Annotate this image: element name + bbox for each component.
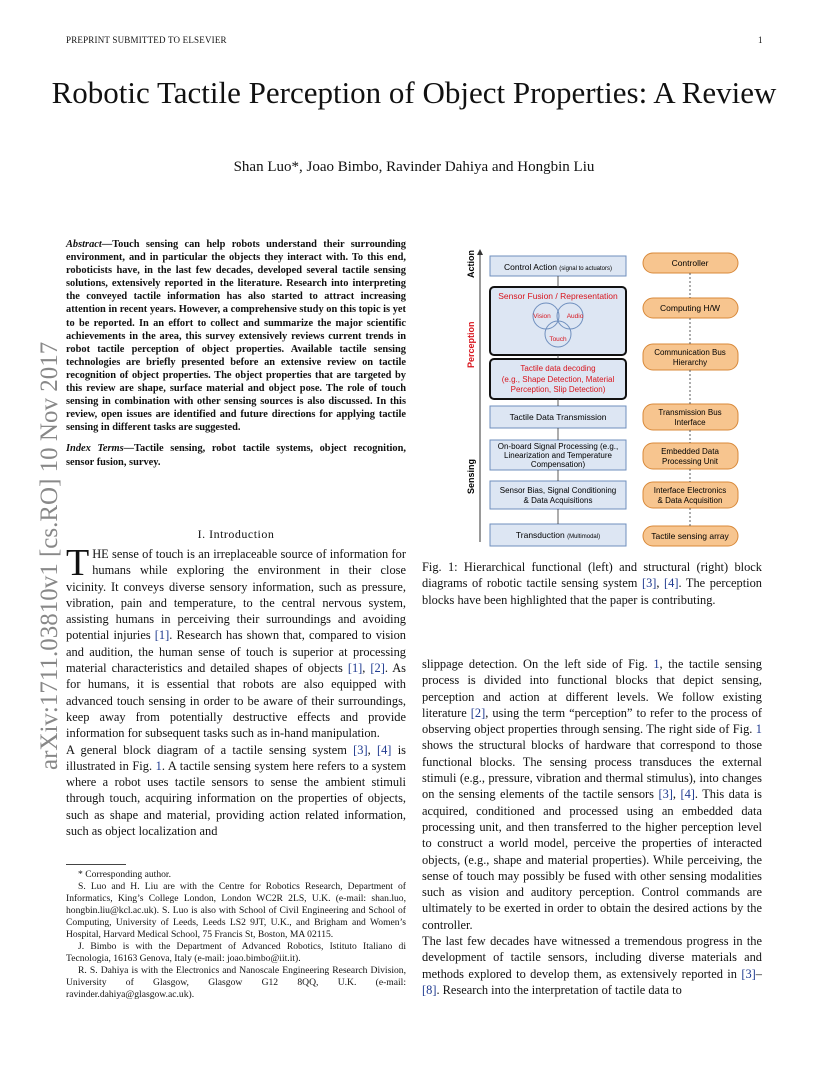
block-label: Processing Unit bbox=[661, 457, 719, 466]
block-label: Transduction bbox=[515, 530, 565, 540]
citation-link[interactable]: [4] bbox=[376, 742, 392, 757]
abstract-text: —Touch sensing can help robots understand their surrounding environment, and in particular the objects they interact with. To this end, roboticists have, in the last few decades, developed several tactile sensing solutions, extensively reported in the literature. Research into interpreting the conveyed tactile information has also started to attract increasing attention in recent years. However, a comprehensive study on this topic is yet to be reported. In an effort to collect and summarize the major scientific achievements in the area, this survey extensively reviews current trends in robot tactile perception of object properties. Available tactile sensing technologies are briefly presented before an extensive review on tactile recognition of object properties. The object properties that are targeted by this review are shape, surface material and object pose. The role of touch sensing in combination with other sensing sources is also discussed. In this review, open issues are identified and future directions for applying tactile sensing in different tasks are suggested. bbox=[66, 239, 406, 434]
axis-label-sensing: Sensing bbox=[466, 458, 476, 494]
axis-label-perception: Perception bbox=[466, 321, 476, 368]
footnote: * Corresponding author. bbox=[78, 869, 171, 880]
citation-link[interactable]: [3] bbox=[641, 576, 657, 591]
citation-link[interactable]: [1] bbox=[347, 661, 363, 676]
citation-link[interactable]: [3] bbox=[353, 742, 368, 757]
block-label: Hierarchy bbox=[672, 358, 708, 367]
footnote-rule bbox=[66, 864, 126, 865]
index-terms-label: Index Terms bbox=[66, 443, 124, 455]
footnotes bbox=[66, 869, 406, 1001]
block-label: Computing H/W bbox=[660, 303, 720, 313]
intro-column-2 bbox=[422, 656, 762, 998]
footnote: S. Luo and H. Liu are with the Centre for Robotics Research, Department of Informatics, King’s College London, London WC2R 2LS, U.K. (e-mail: shan.luo, hongbin.liu@kcl.ac.uk). S. Luo is also with School of Civil Engineering and School of Computing, University of Leeds, Leeds LS2 9JT, U.K., and Brigham and Women’s Hospital, Harvard Medical School, 75 Francis St, Boston, MA 02115. bbox=[66, 881, 406, 940]
block-label: Sensor Bias, Signal Conditioning bbox=[499, 486, 617, 495]
venn-label: Vision bbox=[533, 313, 551, 320]
block-label: On-board Signal Processing (e.g., bbox=[497, 442, 619, 451]
citation-link[interactable]: [8] bbox=[422, 982, 437, 997]
venn-label: Touch bbox=[549, 336, 567, 343]
figure-link[interactable]: 1 bbox=[653, 657, 660, 671]
functional-blocks bbox=[490, 256, 626, 546]
citation-link[interactable]: [4] bbox=[664, 576, 679, 591]
citation-link[interactable]: [3] bbox=[741, 966, 756, 981]
running-header: PREPRINT SUBMITTED TO ELSEVIER bbox=[66, 35, 227, 45]
block-label: Embedded Data bbox=[661, 447, 719, 456]
figure-1-diagram bbox=[460, 248, 770, 552]
block-label: Tactile sensing array bbox=[651, 531, 729, 541]
figure-link[interactable]: 1 bbox=[155, 758, 162, 773]
block-label: & Data Acquisitions bbox=[523, 496, 593, 505]
structural-blocks bbox=[643, 253, 738, 546]
block-sublabel: (Multimodal) bbox=[567, 534, 601, 540]
block-label: Linearization and Temperature bbox=[504, 451, 612, 460]
block-label: Transmission Bus bbox=[658, 408, 722, 417]
block-label: & Data Acquisition bbox=[657, 496, 723, 505]
abstract-label: Abstract bbox=[66, 239, 102, 250]
figure-link[interactable]: 1 bbox=[755, 722, 762, 737]
body-paragraph: slippage detection. On the left side of Fig. 1, the tactile sensing process is divided into functional blocks that depict sensing, perception and action at different levels. We follow existing literature [2], using the term “perception” to refer to the process of observing object properties through sensing. The right side of Fig. 1 shows the structural blocks of hardware that correspond to those functional blocks. The sensing process transduces the external stimuli (e.g., pressure, vibration and thermal stimulus), into changes on the sensing elements of the tactile sensors [3], [4]. This data is acquired, conditioned and processed using an embedded data processing unit, and then transferred to the higher perception level to construct a world model, perceive the properties of interacted objects, (e.g., shape and material properties). While perceiving, the sense of touch may possibly be fused with other sensing modalities such as vision and auditory perception. Control commands are ultimately to be exerted in order to obtain the desired actions by the controller. bbox=[422, 657, 762, 932]
figure-caption: Fig. 1: Hierarchical functional (left) and structural (right) block diagrams of robotic tactile sensing system [3], [4]. The perception blocks have been highlighted that the paper is contributing. bbox=[422, 560, 762, 607]
intro-column-1 bbox=[66, 542, 406, 839]
index-terms bbox=[66, 442, 406, 468]
block-sublabel: (signal to actuators) bbox=[559, 266, 612, 272]
block-label: Tactile data decoding bbox=[520, 364, 596, 373]
block-label: Interface bbox=[674, 418, 706, 427]
arxiv-id: arXiv:1711.03810v1 [cs.RO] 10 Nov 2017 bbox=[36, 341, 63, 770]
block-label: Interface Electronics bbox=[653, 486, 727, 495]
body-paragraph: The last few decades have witnessed a tremendous progress in the development of tactile sensors, including diverse materials and methods explored to develop them, as extensively reported in [3]–[8]. Research into the interpretation of tactile data to bbox=[422, 934, 762, 997]
block-label: Communication Bus bbox=[654, 348, 726, 357]
footnote: J. Bimbo is with the Department of Advanced Robotics, Istituto Italiano di Tecnologia, 16163 Genova, Italy (e-mail: joao.bimbo@iit.it). bbox=[66, 941, 406, 964]
block-label: Controller bbox=[671, 258, 709, 268]
intro-paragraph-1: THE sense of touch is an irreplaceable source of information for humans while exploring the environment in their close vicinity. It conveys diverse sensory information, such as pressure, vibration, pain and temperature, to the central nervous system, assisting humans in perceiving their surroundings and avoiding potential injuries [1]. Research has shown that, compared to vision and audition, the human sense of touch is superior at processing material characteristics and detailed shapes of objects [1], [2]. As for humans, it is essential that robots are also equipped with advanced touch sensing in order to be aware of their surroundings, keep away from potentially destructive effects and provide information for subsequent tasks such as in-hand manipulation. bbox=[66, 542, 406, 741]
block-label: (e.g., Shape Detection, Material bbox=[501, 375, 615, 384]
block-label: Perception, Slip Detection) bbox=[510, 385, 606, 394]
citation-link[interactable]: [1] bbox=[154, 628, 170, 643]
section-heading: I. Introduction bbox=[197, 527, 275, 541]
block-label: Sensor Fusion / Representation bbox=[498, 291, 618, 301]
venn-label: Audio bbox=[566, 313, 584, 320]
citation-link[interactable]: [2] bbox=[370, 661, 385, 676]
author-list: Shan Luo*, Joao Bimbo, Ravinder Dahiya and Hongbin Liu bbox=[233, 159, 595, 175]
arxiv-stamp bbox=[16, 300, 63, 770]
index-terms-text: —Tactile sensing, robot tactile systems, object recognition, sensor fusion, survey. bbox=[66, 443, 406, 468]
paper-title: Robotic Tactile Perception of Object Properties: A Review bbox=[51, 75, 777, 110]
block-label: Compensation) bbox=[530, 460, 586, 469]
dropcap: T bbox=[66, 542, 90, 584]
axis-label-action: Action bbox=[466, 250, 476, 278]
citation-link[interactable]: [3] bbox=[658, 787, 673, 802]
footnote: R. S. Dahiya is with the Electronics and Nanoscale Engineering Research Division, University of Glasgow, Glasgow G12 8QQ, U.K. (e-mail: ravinder.dahiya@glasgow.ac.uk). bbox=[66, 965, 406, 1000]
block-label: Tactile Data Transmission bbox=[509, 412, 607, 422]
block-label: Control Action bbox=[504, 262, 557, 272]
abstract bbox=[66, 238, 406, 469]
citation-link[interactable]: [4] bbox=[680, 787, 695, 802]
intro-paragraph-2: A general block diagram of a tactile sensing system [3], [4] is illustrated in Fig. 1. A tactile sensing system here refers to a system where a robot uses tactile sensors to sense the ambient stimuli through touch, acquiring information on the properties of objects, such as shape and material, providing action related information, such as object localization and bbox=[66, 742, 406, 839]
citation-link[interactable]: [2] bbox=[470, 705, 486, 720]
page-number: 1 bbox=[758, 35, 763, 45]
